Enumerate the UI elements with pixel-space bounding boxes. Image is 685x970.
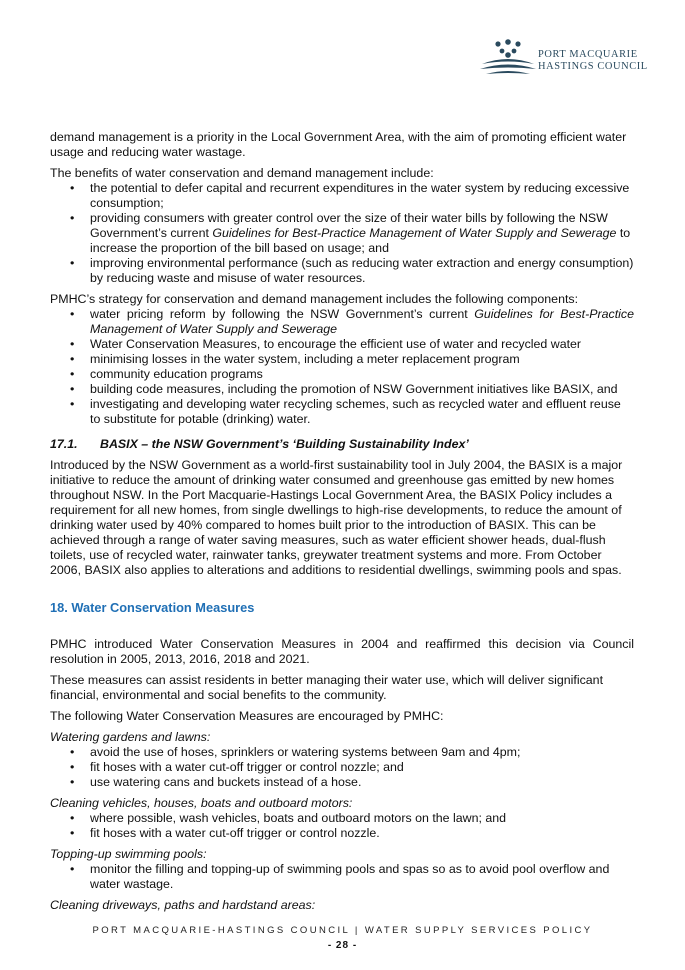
group-heading: Watering gardens and lawns: — [50, 730, 211, 744]
list-item: • the potential to defer capital and recurrent expenditures in the water system by reducing excessive consumption; — [90, 181, 634, 211]
list-item: • Water Conservation Measures, to encourage the efficient use of water and recycled water — [90, 337, 634, 352]
section-number: 17.1. — [50, 437, 78, 451]
measures-list — [50, 745, 634, 790]
page-number: - 28 - — [327, 940, 358, 951]
basix-heading — [50, 437, 634, 452]
list-item: • monitor the filling and topping-up of swimming pools and spas so as to avoid pool overflow and water wastage. — [90, 862, 634, 892]
guidelines-title: Guidelines for Best-Practice Management of Water Supply and Sewerage — [212, 226, 617, 240]
section-18-paragraph: The following Water Conservation Measures are encouraged by PMHC: — [50, 709, 444, 723]
list-item: • community education programs — [90, 367, 634, 382]
strategy-list — [50, 307, 634, 427]
list-item: • avoid the use of hoses, sprinklers or watering systems between 9am and 4pm; — [90, 745, 634, 760]
council-emblem-icon — [478, 38, 538, 78]
list-item: • minimising losses in the water system, including a meter replacement program — [90, 352, 634, 367]
council-logo — [478, 38, 648, 78]
benefits-lead: The benefits of water conservation and demand management include: — [50, 166, 434, 180]
measures-list — [50, 811, 634, 841]
measures-list — [50, 862, 634, 892]
list-item: • use watering cans and buckets instead of a hose. — [90, 775, 634, 790]
council-name — [538, 49, 648, 73]
text-run: providing consumers with greater control over the size of their water bills by following the NSW Government’s current — [90, 211, 608, 240]
group-heading: Cleaning vehicles, houses, boats and outboard motors: — [50, 796, 353, 810]
list-item — [90, 211, 634, 256]
page-footer: PORT MACQUARIE-HASTINGS COUNCIL | WATER SUPPLY SERVICES POLICY — [92, 925, 593, 936]
intro-paragraph: demand management is a priority in the Local Government Area, with the aim of promoting efficient water usage and reducing water wastage. — [50, 130, 627, 159]
section-18-paragraph: PMHC introduced Water Conservation Measures in 2004 and reaffirmed this decision via Council resolution in 2005, 2013, 2016, 2018 and 2021. — [50, 637, 634, 666]
list-item: • where possible, wash vehicles, boats and outboard motors on the lawn; and — [90, 811, 634, 826]
logo-line-1: PORT MACQUARIE — [538, 49, 638, 60]
list-item: • building code measures, including the promotion of NSW Government initiatives like BASIX, and — [90, 382, 634, 397]
section-18-paragraph: These measures can assist residents in better managing their water use, which will deliver significant financial, environmental and social benefits to the community. — [50, 673, 604, 702]
strategy-lead: PMHC’s strategy for conservation and demand management includes the following components: — [50, 292, 579, 306]
text-run: water pricing reform by following the NSW Government’s current — [90, 307, 475, 321]
list-item: • investigating and developing water recycling schemes, such as recycled water and effluent reuse to substitute for potable (drinking) water. — [90, 397, 634, 427]
list-item — [90, 307, 634, 337]
basix-paragraph: Introduced by the NSW Government as a world-first sustainability tool in July 2004, the BASIX is a major initiative to reduce the amount of drinking water consumed and greenhouse gas emitted by new homes throughout NSW. In the Port Macquarie-Hastings Local Government Area, the BASIX Policy includes a requirement for all new homes, from single dwellings to high-rise developments, to reduce the amount of drinking water used by 40% compared to homes built prior to the introduction of BASIX. This can be achieved through a range of water saving measures, such as water efficient shower heads, dual-flush toilets, use of recycled water, rainwater tanks, greywater treatment systems and more. From October 2006, BASIX also applies to alterations and additions to residential dwellings, swimming pools and spas. — [50, 458, 623, 577]
section-18-heading: 18. Water Conservation Measures — [50, 600, 255, 615]
list-item: • fit hoses with a water cut-off trigger or control nozzle; and — [90, 760, 634, 775]
guidelines-title: Guidelines for Best-Practice Management of Water Supply and Sewerage — [90, 307, 634, 336]
benefits-list — [50, 181, 634, 286]
group-heading: Cleaning driveways, paths and hardstand areas: — [50, 898, 316, 912]
logo-line-2: HASTINGS COUNCIL — [538, 61, 648, 72]
group-heading: Topping-up swimming pools: — [50, 847, 207, 861]
text-run: to increase the proportion of the bill based on usage; and — [90, 226, 631, 255]
list-item: • fit hoses with a water cut-off trigger or control nozzle. — [90, 826, 634, 841]
section-title: BASIX – the NSW Government’s ‘Building Sustainability Index’ — [100, 437, 469, 451]
page-content — [50, 130, 634, 913]
list-item: • improving environmental performance (such as reducing water extraction and energy consumption) by reducing waste and misuse of water resources. — [90, 256, 634, 286]
